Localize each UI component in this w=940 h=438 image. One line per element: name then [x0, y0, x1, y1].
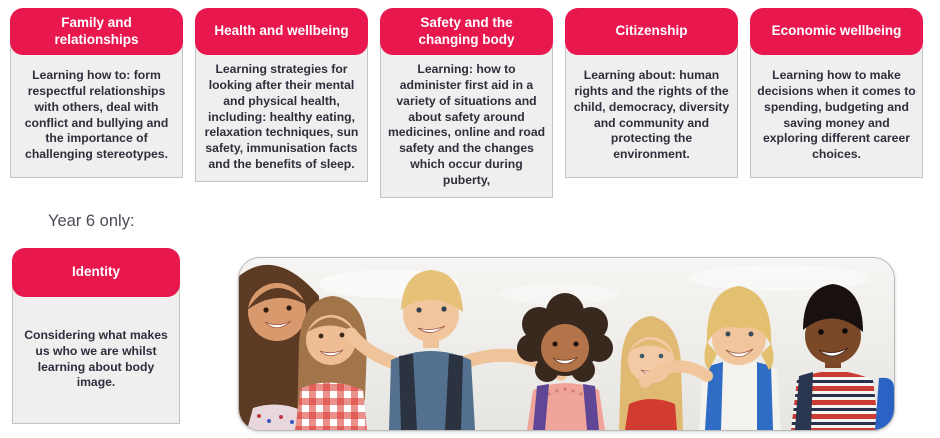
card-economic-wellbeing: [750, 8, 923, 178]
card-body: [565, 45, 738, 178]
child-figure: [295, 296, 367, 430]
card-health-and-wellbeing: [195, 8, 368, 178]
year-6-only-label: Year 6 only:: [48, 212, 135, 230]
card-title: Identity: [71, 264, 120, 280]
card-body: [12, 287, 180, 424]
card-header: [380, 8, 553, 55]
children-photo-illustration: [239, 258, 894, 430]
card-header: [10, 8, 183, 55]
card-family-and-relationships: [10, 8, 183, 178]
card-body: [380, 45, 553, 198]
topic-cards-row: [10, 8, 923, 188]
card-title: Citizenship: [615, 23, 688, 39]
card-description: Learning how to make decisions when it comes to spending, budgeting and saving money and exploring different career choices.: [757, 67, 916, 162]
card-description: Learning how to: form respectful relationships with others, deal with conflict and bullying and the importance of challenging stereotypes.: [24, 67, 169, 162]
child-figure: [517, 293, 613, 430]
card-title: Safety and the changing body: [418, 15, 515, 47]
card-header: [565, 8, 738, 55]
card-description: Learning: how to administer first aid in a variety of situations and about safety around medicines, online and road safety and the changes which occur during puberty,: [387, 62, 546, 188]
card-title: Economic wellbeing: [771, 23, 902, 39]
card-title: Family and relationships: [54, 15, 139, 47]
card-body: [750, 45, 923, 178]
card-title: Health and wellbeing: [214, 23, 349, 39]
card-safety-and-changing-body: [380, 8, 553, 188]
card-header: [750, 8, 923, 55]
card-header: [195, 8, 368, 55]
card-body: [10, 45, 183, 178]
card-description: Learning about: human rights and the rights of the child, democracy, diversity and community and protecting the environment.: [573, 67, 730, 162]
card-description: Learning strategies for looking after their mental and physical health, including: healthy eating, relaxation techniques, sun safety, immunisation facts and the benefits of sleep.: [204, 62, 359, 172]
card-citizenship: [565, 8, 738, 178]
children-photo: [238, 257, 895, 431]
card-description: Considering what makes us who we are whilst learning about body image.: [24, 327, 168, 390]
card-body: [195, 45, 368, 182]
card-header: [12, 248, 180, 297]
card-identity: [12, 248, 180, 424]
